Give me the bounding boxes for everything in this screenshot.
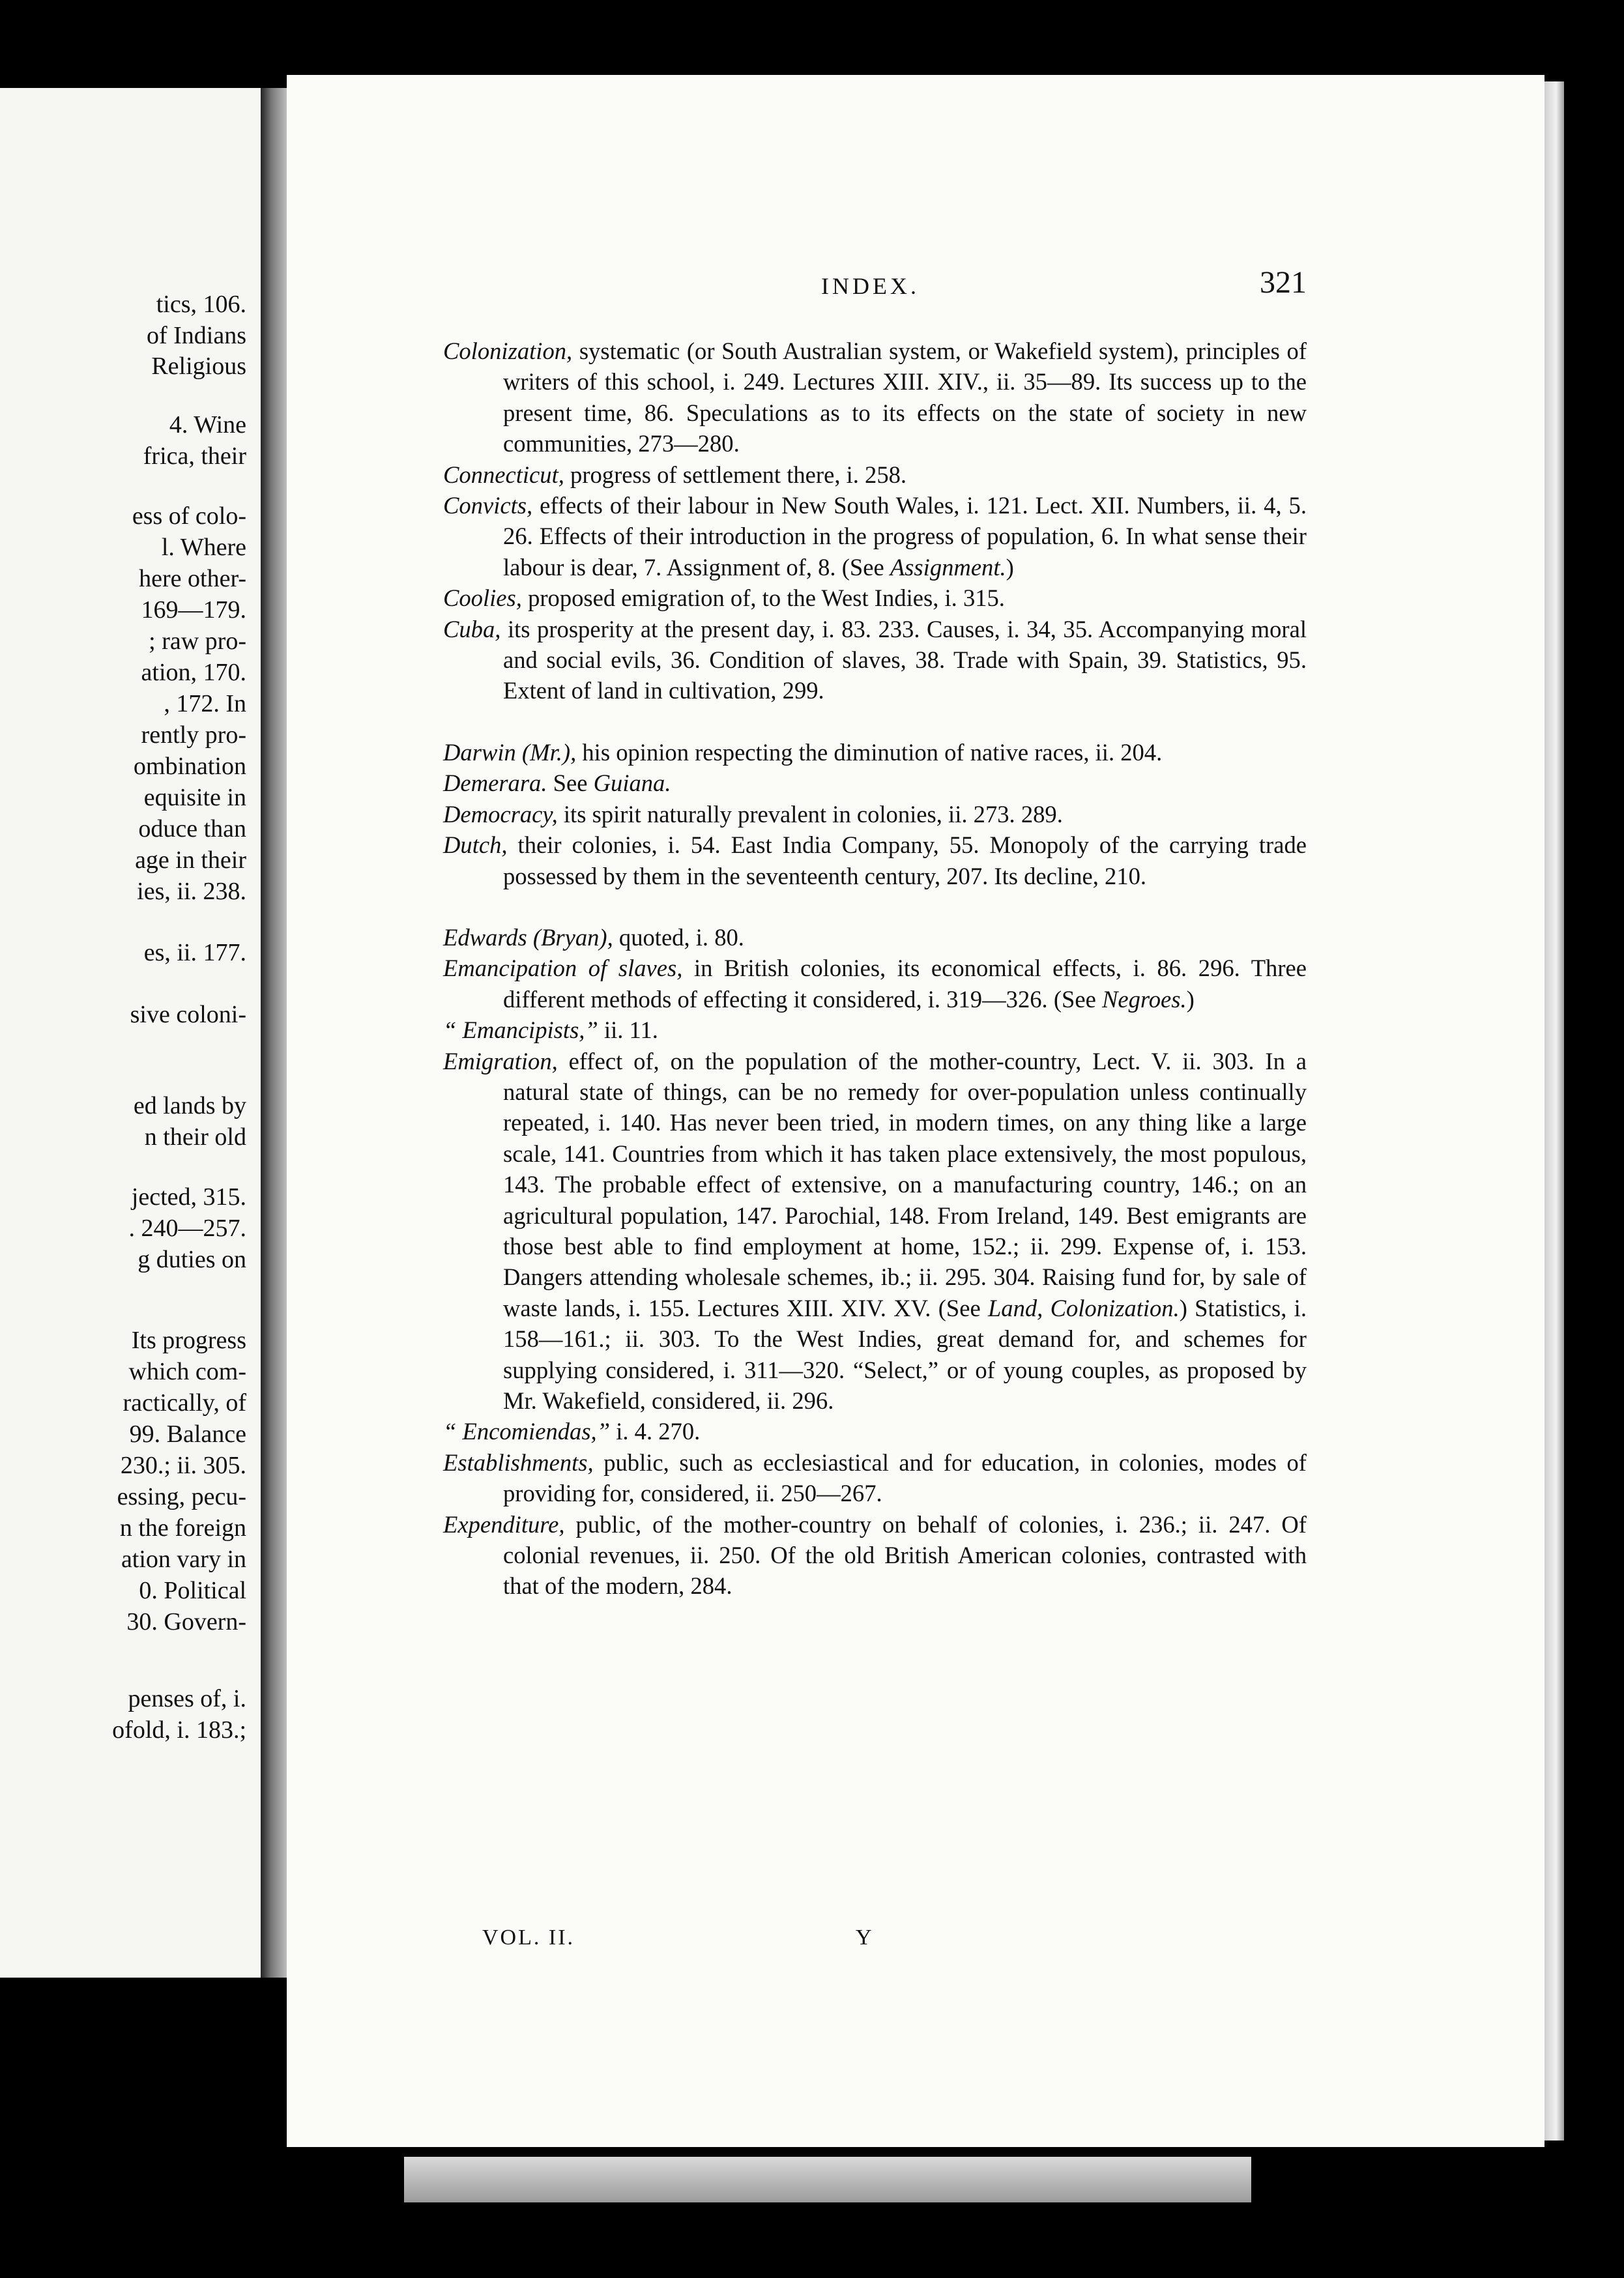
index-cross-reference: Land, Colonization. bbox=[987, 1294, 1180, 1321]
index-term: Coolies, bbox=[443, 584, 522, 612]
index-term: “ Encomiendas,” bbox=[443, 1418, 611, 1445]
left-page-text-fragment: 0. Political bbox=[139, 1577, 246, 1604]
index-entry bbox=[443, 737, 1307, 768]
bottom-strip bbox=[404, 2157, 1251, 2202]
index-entry bbox=[443, 799, 1307, 829]
left-page-text-fragment: penses of, i. bbox=[128, 1685, 246, 1712]
index-entry bbox=[443, 1509, 1307, 1602]
index-text-after: ) bbox=[1006, 553, 1014, 581]
index-text: public, such as ecclesiastical and for education, in colonies, modes of providing for, considered, ii. 250—267. bbox=[503, 1449, 1307, 1507]
left-page-text-fragment: ; raw pro- bbox=[149, 627, 246, 655]
left-page-fragment bbox=[0, 88, 261, 1978]
left-page-text-fragment: ation, 170. bbox=[141, 659, 246, 686]
index-cross-reference: Guiana. bbox=[593, 770, 671, 797]
index-entry bbox=[443, 1416, 1307, 1447]
page-header bbox=[821, 265, 1307, 311]
left-page-text-fragment: n their old bbox=[144, 1123, 246, 1151]
left-page-text-fragment: here other- bbox=[139, 565, 246, 592]
index-text: quoted, i. 80. bbox=[613, 923, 744, 951]
letter-group-gap bbox=[443, 706, 1307, 737]
index-term: Emigration, bbox=[443, 1047, 558, 1074]
left-page-text-fragment: Its progress bbox=[131, 1327, 246, 1354]
left-page-text-fragment: essing, pecu- bbox=[117, 1483, 246, 1510]
left-page-text-fragment: 99. Balance bbox=[129, 1420, 246, 1448]
running-head: INDEX. bbox=[821, 273, 920, 299]
page-number: 321 bbox=[1260, 265, 1307, 300]
left-page-text-fragment: es, ii. 177. bbox=[143, 939, 246, 966]
left-page-text-fragment: ess of colo- bbox=[132, 502, 246, 530]
letter-group-gap bbox=[443, 891, 1307, 922]
index-term: Democracy, bbox=[443, 800, 558, 828]
index-text: progress of settlement there, i. 258. bbox=[564, 461, 907, 488]
signature-mark: Y bbox=[856, 1925, 872, 1950]
left-page-text-fragment: 230.; ii. 305. bbox=[120, 1452, 246, 1479]
left-page-text-fragment: ractically, of bbox=[123, 1389, 246, 1417]
left-page-text-fragment: of Indians bbox=[146, 322, 246, 349]
index-text: i. 4. 270. bbox=[610, 1418, 701, 1445]
index-body bbox=[443, 336, 1307, 1602]
left-page-text-fragment: ation vary in bbox=[121, 1546, 246, 1573]
left-page-text-fragment: 4. Wine bbox=[169, 411, 246, 439]
left-page-text-fragment: ies, ii. 238. bbox=[137, 878, 246, 905]
index-text: See bbox=[547, 770, 594, 797]
index-text: effects of their labour in New South Wales, i. 121. Lect. XII. Numbers, ii. 4, 5. 26. Effects of their introduction in the progress of population, 6. In what sense their labour is dear, 7. Assignment of, 8. (See bbox=[503, 492, 1307, 581]
left-page-text-fragment: which com- bbox=[128, 1358, 246, 1385]
index-text-after: ) bbox=[1186, 985, 1195, 1013]
left-page-text-fragment: 30. Govern- bbox=[126, 1608, 246, 1636]
index-entry bbox=[443, 829, 1307, 891]
left-page-text-fragment: , 172. In bbox=[164, 690, 246, 717]
left-page-text-fragment: 169—179. bbox=[141, 596, 246, 624]
left-page-text-fragment: frica, their bbox=[143, 442, 246, 470]
left-page-text-fragment: oduce than bbox=[138, 815, 246, 843]
index-text: public, of the mother-country on behalf of colonies, i. 236.; ii. 247. Of colonial revenues, ii. 250. Of the old British American colonies, contrasted with that of the modern, 284. bbox=[503, 1510, 1307, 1600]
left-page-text-fragment: tics, 106. bbox=[156, 291, 246, 318]
index-entry bbox=[443, 922, 1307, 953]
index-entry bbox=[443, 583, 1307, 613]
index-cross-reference: Negroes. bbox=[1101, 985, 1187, 1013]
page-edge bbox=[1544, 81, 1564, 2141]
volume-label: VOL. II. bbox=[482, 1925, 575, 1950]
index-text: in British colonies, its economical effects, i. 86. 296. Three different methods of effecting it considered, i. 319—326. (See bbox=[503, 955, 1307, 1013]
index-text: their colonies, i. 54. East India Company, 55. Monopoly of the carrying trade possessed by them in the seventeenth century, 207. Its decline, 210. bbox=[503, 831, 1307, 889]
left-page-text-fragment: rently pro- bbox=[141, 721, 246, 749]
index-text: its prosperity at the present day, i. 83. 233. Causes, i. 34, 35. Accompanying moral and social evils, 36. Condition of slaves, 38. Trade with Spain, 39. Statistics, 95. Extent of land in cultivation, 299. bbox=[500, 615, 1307, 704]
index-entry bbox=[443, 953, 1307, 1015]
index-term: Darwin (Mr.), bbox=[443, 738, 577, 766]
index-text: its spirit naturally prevalent in colonies, ii. 273. 289. bbox=[557, 800, 1063, 828]
index-entry bbox=[443, 768, 1307, 798]
gutter-shadow bbox=[261, 88, 287, 1978]
left-page-text-fragment: l. Where bbox=[161, 534, 246, 561]
index-term: Connecticut, bbox=[443, 461, 564, 488]
left-page-text-fragment: g duties on bbox=[138, 1246, 246, 1273]
index-term: Dutch, bbox=[443, 831, 508, 859]
index-text: systematic (or South Australian system, or Wakefield system), principles of writers of this school, i. 249. Lectures XIII. XIV., ii. 35—89. Its success up to the present time, 86. Speculations as to its effects on the state of society in new communities, 273—280. bbox=[503, 338, 1307, 457]
index-cross-reference: Assignment. bbox=[890, 553, 1006, 581]
index-term: Convicts, bbox=[443, 492, 533, 519]
index-entry bbox=[443, 1015, 1307, 1045]
index-entry bbox=[443, 1046, 1307, 1417]
index-term: Demerara. bbox=[443, 770, 547, 797]
left-page-text-fragment: n the foreign bbox=[119, 1514, 246, 1542]
left-page-text-fragment: . 240—257. bbox=[128, 1215, 246, 1242]
left-page-text-fragment: ed lands by bbox=[133, 1092, 246, 1119]
index-term: “ Emancipists,” bbox=[443, 1016, 598, 1044]
index-term: Establishments, bbox=[443, 1449, 594, 1476]
index-term: Emancipation of slaves, bbox=[443, 955, 683, 982]
left-page-text-fragment: ofold, i. 183.; bbox=[112, 1716, 246, 1744]
left-page-text-fragment: age in their bbox=[135, 846, 246, 874]
left-page-text-fragment: ombination bbox=[133, 753, 246, 780]
left-page-text-fragment: jected, 315. bbox=[131, 1183, 246, 1211]
index-text: proposed emigration of, to the West Indies, i. 315. bbox=[521, 584, 1005, 612]
left-page-text-fragment: Religious bbox=[151, 353, 246, 380]
index-term: Expenditure, bbox=[443, 1510, 565, 1538]
index-text: his opinion respecting the diminution of native races, ii. 204. bbox=[576, 738, 1163, 766]
index-term: Edwards (Bryan), bbox=[443, 923, 613, 951]
index-term: Cuba, bbox=[443, 615, 501, 642]
index-text: effect of, on the population of the mother-country, Lect. V. ii. 303. In a natural state of things, can be no remedy for over-population unless continually repeated, i. 140. Has never been tried, in modern times, on any thing like a large scale, 141. Countries from which it has taken place extensively, the most populous, 143. The probable effect of extensive, on a manufacturing country, 146.; on an agricultural population, 147. Parochial, 148. From Ireland, 149. Best emigrants are those best able to find employment at home, 152.; ii. 299. Expense of, i. 153. Dangers attending wholesale schemes, ib.; ii. 295. 304. Raising fund for, by sale of waste lands, i. 155. Lectures XIII. XIV. XV. (See bbox=[503, 1047, 1307, 1321]
index-entry bbox=[443, 459, 1307, 490]
index-entry bbox=[443, 336, 1307, 459]
left-page-text-fragment: sive coloni- bbox=[130, 1001, 246, 1028]
left-page-text-fragment: equisite in bbox=[143, 784, 246, 811]
index-entry bbox=[443, 614, 1307, 706]
index-text-after: ) Statistics, i. 158—161.; ii. 303. To the West Indies, great demand for, and schemes for supplying considered, i. 311—320. “Select,” or of young couples, as proposed by Mr. Wakefield, considered, ii. 296. bbox=[503, 1294, 1307, 1414]
index-text: ii. 11. bbox=[598, 1016, 658, 1044]
index-entry bbox=[443, 490, 1307, 583]
index-entry bbox=[443, 1447, 1307, 1509]
index-term: Colonization, bbox=[443, 338, 573, 364]
